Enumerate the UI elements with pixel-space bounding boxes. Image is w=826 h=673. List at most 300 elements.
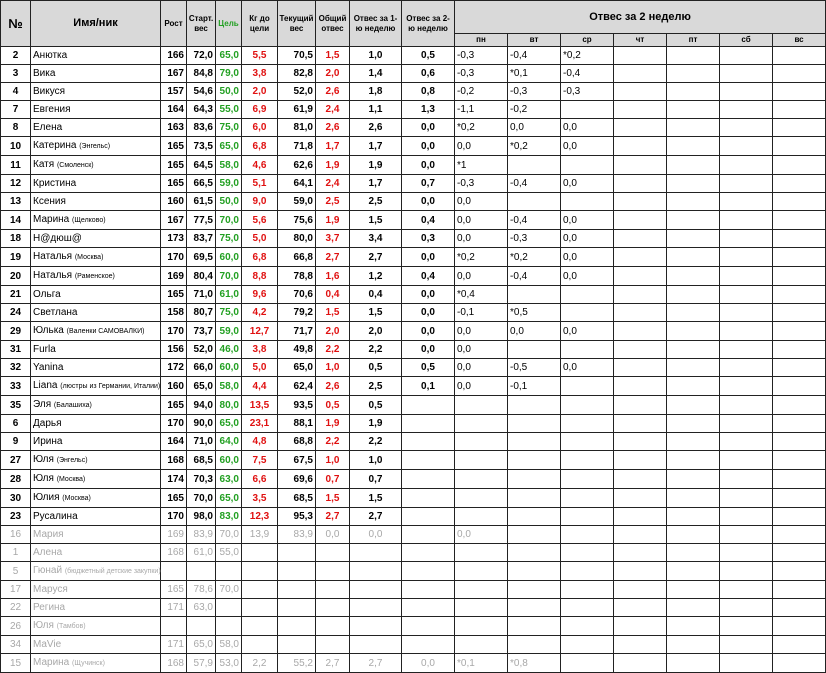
cell-week2-day[interactable]: -0,1 (455, 304, 508, 322)
cell-week1-loss[interactable]: 1,7 (350, 137, 402, 156)
cell-height[interactable] (161, 562, 187, 581)
cell-week2-day[interactable] (508, 470, 561, 489)
cell-total-loss[interactable]: 1,9 (316, 211, 350, 230)
cell-week2-day[interactable] (667, 137, 720, 156)
cell-kg-to-goal[interactable] (242, 544, 278, 562)
cell-current-weight[interactable]: 71,7 (278, 322, 316, 341)
cell-week2-day[interactable]: -0,3 (508, 230, 561, 248)
cell-week2-day[interactable] (773, 508, 826, 526)
cell-week2-day[interactable] (508, 451, 561, 470)
cell-week2-loss[interactable] (402, 581, 455, 599)
cell-week2-day[interactable] (773, 562, 826, 581)
cell-week2-day[interactable]: *0,2 (455, 119, 508, 137)
cell-kg-to-goal[interactable]: 3,5 (242, 489, 278, 508)
cell-week2-day[interactable]: 0,0 (561, 267, 614, 286)
cell-week2-loss[interactable] (402, 562, 455, 581)
cell-week2-day[interactable] (455, 508, 508, 526)
cell-week1-loss[interactable] (350, 544, 402, 562)
cell-week2-day[interactable] (561, 304, 614, 322)
cell-height[interactable]: 165 (161, 175, 187, 193)
cell-week2-loss[interactable] (402, 636, 455, 654)
cell-total-loss[interactable]: 3,7 (316, 230, 350, 248)
cell-week2-day[interactable] (773, 544, 826, 562)
cell-week1-loss[interactable]: 1,8 (350, 83, 402, 101)
cell-total-loss[interactable]: 1,9 (316, 156, 350, 175)
cell-week2-day[interactable] (508, 415, 561, 433)
cell-week2-day[interactable]: 0,0 (455, 137, 508, 156)
cell-goal[interactable]: 46,0 (216, 341, 242, 359)
cell-week2-day[interactable] (773, 322, 826, 341)
cell-goal[interactable]: 75,0 (216, 119, 242, 137)
cell-start-weight[interactable]: 64,5 (187, 156, 216, 175)
cell-goal[interactable]: 60,0 (216, 359, 242, 377)
cell-height[interactable]: 167 (161, 65, 187, 83)
cell-week2-day[interactable] (508, 636, 561, 654)
cell-goal[interactable]: 58,0 (216, 377, 242, 396)
cell-start-weight[interactable]: 90,0 (187, 415, 216, 433)
cell-week2-day[interactable] (614, 230, 667, 248)
cell-current-weight[interactable]: 70,5 (278, 47, 316, 65)
cell-total-loss[interactable]: 0,5 (316, 396, 350, 415)
cell-week2-day[interactable] (720, 211, 773, 230)
cell-week2-day[interactable]: -0,4 (508, 211, 561, 230)
cell-kg-to-goal[interactable]: 7,5 (242, 451, 278, 470)
cell-week2-day[interactable] (667, 101, 720, 119)
cell-name[interactable] (31, 193, 161, 211)
cell-current-weight[interactable]: 62,6 (278, 156, 316, 175)
cell-week2-day[interactable] (773, 451, 826, 470)
cell-week2-day[interactable]: *0,1 (455, 654, 508, 673)
cell-week2-day[interactable] (667, 156, 720, 175)
cell-week2-day[interactable] (667, 175, 720, 193)
cell-current-weight[interactable]: 55,2 (278, 654, 316, 673)
cell-kg-to-goal[interactable] (242, 599, 278, 617)
cell-week2-day[interactable] (773, 415, 826, 433)
cell-name[interactable] (31, 211, 161, 230)
cell-name[interactable] (31, 544, 161, 562)
cell-week2-day[interactable]: 0,0 (455, 377, 508, 396)
cell-week2-day[interactable]: -0,4 (561, 65, 614, 83)
cell-height[interactable]: 170 (161, 415, 187, 433)
cell-current-weight[interactable]: 61,9 (278, 101, 316, 119)
cell-start-weight[interactable]: 54,6 (187, 83, 216, 101)
cell-start-weight[interactable] (187, 562, 216, 581)
cell-week2-day[interactable] (508, 526, 561, 544)
cell-kg-to-goal[interactable]: 6,0 (242, 119, 278, 137)
cell-kg-to-goal[interactable]: 4,2 (242, 304, 278, 322)
cell-current-weight[interactable]: 93,5 (278, 396, 316, 415)
cell-week2-day[interactable] (667, 508, 720, 526)
cell-week1-loss[interactable] (350, 617, 402, 636)
cell-num[interactable]: 14 (1, 211, 31, 230)
cell-height[interactable]: 169 (161, 267, 187, 286)
cell-week2-day[interactable]: 0,0 (561, 175, 614, 193)
cell-start-weight[interactable]: 73,7 (187, 322, 216, 341)
header-total-loss[interactable]: Общий отвес (316, 1, 350, 47)
cell-week2-day[interactable]: -0,3 (561, 83, 614, 101)
cell-week2-day[interactable] (614, 267, 667, 286)
cell-week2-day[interactable] (720, 396, 773, 415)
cell-week2-day[interactable] (720, 83, 773, 101)
cell-week2-day[interactable] (720, 47, 773, 65)
cell-week2-day[interactable]: -1,1 (455, 101, 508, 119)
cell-start-weight[interactable]: 70,3 (187, 470, 216, 489)
cell-week2-day[interactable] (667, 396, 720, 415)
cell-week2-day[interactable] (614, 433, 667, 451)
cell-name[interactable] (31, 433, 161, 451)
cell-height[interactable]: 165 (161, 286, 187, 304)
cell-week1-loss[interactable]: 2,7 (350, 508, 402, 526)
cell-week2-day[interactable] (455, 489, 508, 508)
cell-num[interactable]: 27 (1, 451, 31, 470)
cell-goal[interactable]: 65,0 (216, 137, 242, 156)
cell-week2-day[interactable] (455, 581, 508, 599)
cell-height[interactable]: 173 (161, 230, 187, 248)
cell-name[interactable] (31, 636, 161, 654)
cell-total-loss[interactable]: 0,4 (316, 286, 350, 304)
cell-week2-day[interactable] (614, 248, 667, 267)
cell-current-weight[interactable]: 75,6 (278, 211, 316, 230)
cell-week2-day[interactable] (614, 193, 667, 211)
cell-week2-day[interactable] (508, 562, 561, 581)
cell-week2-day[interactable] (614, 562, 667, 581)
cell-height[interactable]: 171 (161, 636, 187, 654)
cell-total-loss[interactable] (316, 636, 350, 654)
cell-goal[interactable]: 70,0 (216, 526, 242, 544)
cell-name[interactable] (31, 562, 161, 581)
cell-start-weight[interactable]: 71,0 (187, 433, 216, 451)
cell-week2-day[interactable] (773, 304, 826, 322)
cell-goal[interactable]: 80,0 (216, 396, 242, 415)
cell-week2-day[interactable] (455, 617, 508, 636)
cell-week2-loss[interactable] (402, 526, 455, 544)
cell-week2-day[interactable] (720, 193, 773, 211)
cell-week2-day[interactable]: 0,0 (508, 119, 561, 137)
cell-name[interactable] (31, 304, 161, 322)
cell-name[interactable] (31, 508, 161, 526)
cell-name[interactable] (31, 359, 161, 377)
cell-week1-loss[interactable]: 2,5 (350, 377, 402, 396)
cell-week2-day[interactable] (508, 508, 561, 526)
cell-total-loss[interactable]: 2,6 (316, 377, 350, 396)
cell-current-weight[interactable]: 67,5 (278, 451, 316, 470)
cell-week2-loss[interactable] (402, 489, 455, 508)
cell-week1-loss[interactable]: 2,5 (350, 193, 402, 211)
header-week2-days[interactable]: Отвес за 2 неделю (455, 1, 826, 34)
cell-name[interactable] (31, 322, 161, 341)
cell-week2-day[interactable] (667, 470, 720, 489)
cell-total-loss[interactable]: 2,6 (316, 83, 350, 101)
cell-week1-loss[interactable]: 1,5 (350, 489, 402, 508)
cell-name[interactable] (31, 230, 161, 248)
cell-name[interactable] (31, 248, 161, 267)
cell-week2-day[interactable]: -0,3 (455, 47, 508, 65)
cell-start-weight[interactable]: 61,0 (187, 544, 216, 562)
cell-num[interactable]: 21 (1, 286, 31, 304)
cell-height[interactable]: 170 (161, 508, 187, 526)
cell-week2-day[interactable]: 0,0 (561, 322, 614, 341)
cell-week2-day[interactable]: -0,2 (508, 101, 561, 119)
cell-week2-day[interactable] (773, 433, 826, 451)
cell-week2-day[interactable]: 0,0 (508, 322, 561, 341)
cell-num[interactable]: 6 (1, 415, 31, 433)
cell-week2-day[interactable] (455, 396, 508, 415)
cell-week2-day[interactable] (667, 526, 720, 544)
cell-goal[interactable]: 55,0 (216, 544, 242, 562)
cell-name[interactable] (31, 526, 161, 544)
cell-week2-loss[interactable] (402, 617, 455, 636)
cell-week2-day[interactable]: *0,4 (455, 286, 508, 304)
cell-num[interactable]: 29 (1, 322, 31, 341)
cell-week1-loss[interactable]: 1,2 (350, 267, 402, 286)
cell-start-weight[interactable]: 52,0 (187, 341, 216, 359)
cell-total-loss[interactable] (316, 581, 350, 599)
cell-goal[interactable]: 53,0 (216, 654, 242, 673)
cell-week2-loss[interactable]: 0,0 (402, 156, 455, 175)
cell-goal[interactable]: 59,0 (216, 322, 242, 341)
cell-name[interactable] (31, 47, 161, 65)
cell-week2-day[interactable] (773, 599, 826, 617)
cell-week2-day[interactable] (773, 156, 826, 175)
cell-kg-to-goal[interactable]: 2,0 (242, 83, 278, 101)
cell-week1-loss[interactable]: 1,4 (350, 65, 402, 83)
cell-week2-day[interactable] (614, 544, 667, 562)
cell-week2-day[interactable] (508, 489, 561, 508)
cell-week2-loss[interactable]: 0,5 (402, 359, 455, 377)
cell-week2-day[interactable] (667, 47, 720, 65)
cell-height[interactable]: 167 (161, 211, 187, 230)
cell-week2-day[interactable]: 0,0 (561, 211, 614, 230)
cell-start-weight[interactable]: 70,0 (187, 489, 216, 508)
cell-week2-day[interactable] (614, 137, 667, 156)
cell-start-weight[interactable] (187, 617, 216, 636)
cell-current-weight[interactable] (278, 599, 316, 617)
cell-start-weight[interactable]: 98,0 (187, 508, 216, 526)
cell-week2-loss[interactable]: 0,7 (402, 175, 455, 193)
cell-week2-day[interactable] (508, 286, 561, 304)
cell-week2-day[interactable] (667, 211, 720, 230)
cell-height[interactable]: 160 (161, 193, 187, 211)
header-num[interactable]: № (1, 1, 31, 47)
cell-name[interactable] (31, 156, 161, 175)
cell-height[interactable]: 171 (161, 599, 187, 617)
cell-start-weight[interactable]: 71,0 (187, 286, 216, 304)
cell-week2-day[interactable] (773, 286, 826, 304)
cell-name[interactable] (31, 599, 161, 617)
cell-height[interactable]: 169 (161, 526, 187, 544)
cell-week1-loss[interactable]: 2,7 (350, 248, 402, 267)
cell-week2-loss[interactable]: 0,0 (402, 193, 455, 211)
cell-week2-day[interactable]: 0,0 (455, 211, 508, 230)
cell-current-weight[interactable]: 80,0 (278, 230, 316, 248)
cell-week1-loss[interactable]: 1,9 (350, 156, 402, 175)
cell-num[interactable]: 26 (1, 617, 31, 636)
cell-kg-to-goal[interactable]: 6,6 (242, 470, 278, 489)
cell-goal[interactable]: 70,0 (216, 267, 242, 286)
cell-kg-to-goal[interactable]: 6,8 (242, 137, 278, 156)
cell-num[interactable]: 32 (1, 359, 31, 377)
cell-kg-to-goal[interactable]: 9,0 (242, 193, 278, 211)
cell-week2-day[interactable] (455, 433, 508, 451)
header-day-fri[interactable]: пт (667, 34, 720, 47)
cell-current-weight[interactable]: 52,0 (278, 83, 316, 101)
cell-height[interactable]: 166 (161, 47, 187, 65)
cell-week2-day[interactable] (561, 433, 614, 451)
cell-week2-day[interactable] (508, 544, 561, 562)
cell-total-loss[interactable] (316, 617, 350, 636)
cell-week2-day[interactable] (561, 599, 614, 617)
cell-week2-loss[interactable]: 0,3 (402, 230, 455, 248)
header-day-mon[interactable]: пн (455, 34, 508, 47)
cell-kg-to-goal[interactable]: 6,8 (242, 248, 278, 267)
cell-week2-day[interactable] (667, 544, 720, 562)
cell-total-loss[interactable] (316, 562, 350, 581)
cell-week2-day[interactable] (773, 470, 826, 489)
cell-week2-day[interactable] (455, 562, 508, 581)
cell-total-loss[interactable]: 2,4 (316, 101, 350, 119)
cell-week2-day[interactable] (561, 489, 614, 508)
cell-num[interactable]: 18 (1, 230, 31, 248)
cell-total-loss[interactable]: 1,7 (316, 137, 350, 156)
cell-height[interactable]: 165 (161, 137, 187, 156)
cell-week2-day[interactable]: *0,5 (508, 304, 561, 322)
cell-current-weight[interactable]: 82,8 (278, 65, 316, 83)
cell-week2-loss[interactable]: 1,3 (402, 101, 455, 119)
cell-num[interactable]: 31 (1, 341, 31, 359)
cell-total-loss[interactable]: 1,0 (316, 359, 350, 377)
cell-week2-day[interactable]: -0,4 (508, 47, 561, 65)
cell-week2-day[interactable] (455, 470, 508, 489)
cell-total-loss[interactable]: 1,6 (316, 267, 350, 286)
cell-start-weight[interactable]: 64,3 (187, 101, 216, 119)
cell-goal[interactable]: 60,0 (216, 248, 242, 267)
cell-goal[interactable]: 83,0 (216, 508, 242, 526)
cell-num[interactable]: 28 (1, 470, 31, 489)
cell-goal[interactable]: 59,0 (216, 175, 242, 193)
cell-num[interactable]: 2 (1, 47, 31, 65)
cell-num[interactable]: 19 (1, 248, 31, 267)
cell-week2-day[interactable] (667, 230, 720, 248)
cell-week1-loss[interactable] (350, 636, 402, 654)
cell-height[interactable]: 165 (161, 581, 187, 599)
cell-week2-day[interactable] (614, 156, 667, 175)
cell-week2-day[interactable] (720, 433, 773, 451)
cell-week2-day[interactable] (455, 415, 508, 433)
cell-name[interactable] (31, 617, 161, 636)
cell-week1-loss[interactable]: 1,0 (350, 451, 402, 470)
cell-total-loss[interactable]: 2,0 (316, 65, 350, 83)
cell-week2-loss[interactable]: 0,0 (402, 286, 455, 304)
cell-week2-day[interactable]: *0,2 (561, 47, 614, 65)
cell-week2-day[interactable] (561, 508, 614, 526)
cell-current-weight[interactable]: 66,8 (278, 248, 316, 267)
cell-week2-loss[interactable] (402, 544, 455, 562)
cell-height[interactable]: 157 (161, 83, 187, 101)
cell-week2-day[interactable] (773, 230, 826, 248)
cell-week2-day[interactable] (614, 83, 667, 101)
cell-week2-loss[interactable]: 0,6 (402, 65, 455, 83)
header-day-sun[interactable]: вс (773, 34, 826, 47)
cell-goal[interactable]: 60,0 (216, 451, 242, 470)
cell-week2-day[interactable]: -0,3 (455, 65, 508, 83)
cell-start-weight[interactable]: 83,7 (187, 230, 216, 248)
cell-goal[interactable]: 50,0 (216, 193, 242, 211)
cell-start-weight[interactable]: 72,0 (187, 47, 216, 65)
cell-week2-day[interactable] (720, 156, 773, 175)
cell-kg-to-goal[interactable] (242, 581, 278, 599)
cell-name[interactable] (31, 83, 161, 101)
cell-start-weight[interactable]: 68,5 (187, 451, 216, 470)
cell-start-weight[interactable]: 84,8 (187, 65, 216, 83)
cell-goal[interactable]: 65,0 (216, 415, 242, 433)
cell-week2-day[interactable] (773, 65, 826, 83)
cell-current-weight[interactable] (278, 544, 316, 562)
cell-num[interactable]: 8 (1, 119, 31, 137)
cell-num[interactable]: 23 (1, 508, 31, 526)
cell-current-weight[interactable]: 62,4 (278, 377, 316, 396)
cell-week2-day[interactable] (773, 377, 826, 396)
cell-week2-loss[interactable] (402, 508, 455, 526)
cell-week2-loss[interactable]: 0,0 (402, 248, 455, 267)
cell-current-weight[interactable] (278, 636, 316, 654)
cell-num[interactable]: 12 (1, 175, 31, 193)
cell-num[interactable]: 13 (1, 193, 31, 211)
cell-kg-to-goal[interactable]: 5,1 (242, 175, 278, 193)
cell-goal[interactable] (216, 617, 242, 636)
cell-week2-loss[interactable] (402, 451, 455, 470)
cell-week2-day[interactable] (667, 304, 720, 322)
cell-week2-day[interactable] (561, 193, 614, 211)
cell-total-loss[interactable]: 2,0 (316, 322, 350, 341)
cell-num[interactable]: 16 (1, 526, 31, 544)
cell-week2-day[interactable] (720, 341, 773, 359)
cell-week2-day[interactable] (561, 562, 614, 581)
cell-start-weight[interactable]: 65,0 (187, 377, 216, 396)
cell-kg-to-goal[interactable]: 12,7 (242, 322, 278, 341)
cell-num[interactable]: 10 (1, 137, 31, 156)
cell-week2-day[interactable] (561, 526, 614, 544)
cell-height[interactable]: 164 (161, 101, 187, 119)
cell-week2-day[interactable] (614, 581, 667, 599)
cell-week2-day[interactable] (773, 636, 826, 654)
cell-goal[interactable]: 70,0 (216, 581, 242, 599)
cell-week2-day[interactable] (720, 636, 773, 654)
cell-week2-day[interactable]: 0,0 (455, 267, 508, 286)
cell-name[interactable] (31, 286, 161, 304)
cell-current-weight[interactable]: 78,8 (278, 267, 316, 286)
cell-week2-day[interactable] (508, 341, 561, 359)
cell-current-weight[interactable]: 83,9 (278, 526, 316, 544)
cell-total-loss[interactable]: 2,2 (316, 433, 350, 451)
cell-week2-day[interactable] (720, 654, 773, 673)
cell-total-loss[interactable]: 1,5 (316, 304, 350, 322)
cell-week2-day[interactable] (720, 562, 773, 581)
cell-week2-loss[interactable]: 0,0 (402, 322, 455, 341)
cell-week2-day[interactable] (614, 322, 667, 341)
cell-week1-loss[interactable]: 0,7 (350, 470, 402, 489)
cell-week2-day[interactable] (614, 451, 667, 470)
cell-goal[interactable]: 64,0 (216, 433, 242, 451)
cell-num[interactable]: 24 (1, 304, 31, 322)
cell-week2-day[interactable]: 0,0 (561, 230, 614, 248)
cell-name[interactable] (31, 489, 161, 508)
cell-current-weight[interactable]: 49,8 (278, 341, 316, 359)
cell-week1-loss[interactable]: 2,6 (350, 119, 402, 137)
cell-num[interactable]: 15 (1, 654, 31, 673)
cell-start-weight[interactable]: 66,5 (187, 175, 216, 193)
cell-name[interactable] (31, 267, 161, 286)
cell-week2-day[interactable] (614, 508, 667, 526)
